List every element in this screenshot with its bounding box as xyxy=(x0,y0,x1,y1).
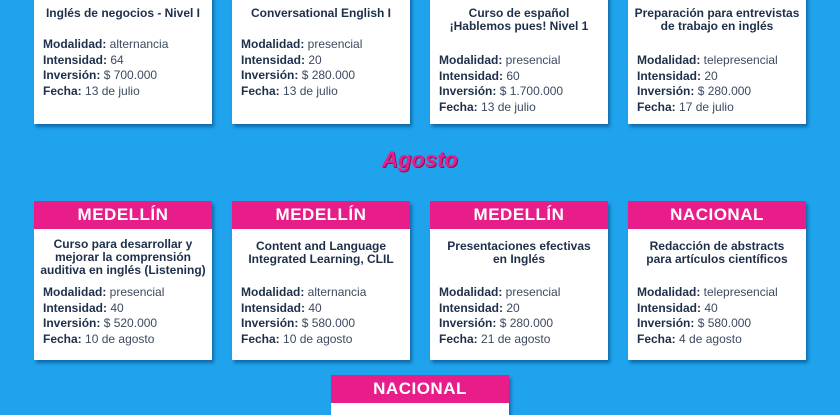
course-details xyxy=(430,53,563,115)
course-title: Inglés de negocios - Nivel I xyxy=(45,6,201,20)
modalidad-value: presencial xyxy=(505,285,561,299)
fecha-value: 13 de julio xyxy=(283,83,338,98)
course-details xyxy=(628,285,778,347)
inversion-label: Inversión: xyxy=(241,68,299,82)
modalidad-row xyxy=(637,285,778,301)
inversion-value: $ 580.000 xyxy=(697,316,752,330)
inversion-value: $ 700.000 xyxy=(103,68,158,82)
modalidad-value: presencial xyxy=(505,53,561,67)
inversion-label: Inversión: xyxy=(241,316,299,330)
inversion-row xyxy=(637,84,778,100)
intensidad-value: 20 xyxy=(308,52,322,67)
inversion-label: Inversión: xyxy=(43,68,101,82)
fecha-label: Fecha: xyxy=(439,331,478,346)
modalidad-value: alternancia xyxy=(109,37,169,51)
modalidad-label: Modalidad: xyxy=(43,285,107,299)
modalidad-label: Modalidad: xyxy=(241,37,305,51)
fecha-value: 10 de agosto xyxy=(283,331,353,346)
fecha-label: Fecha: xyxy=(439,99,478,114)
intensidad-label: Intensidad: xyxy=(43,52,108,67)
inversion-value: $ 280.000 xyxy=(697,84,752,98)
inversion-value: $ 520.000 xyxy=(103,316,158,330)
intensidad-row xyxy=(241,301,366,317)
modalidad-row xyxy=(43,285,164,301)
intensidad-row xyxy=(637,69,778,85)
fecha-row xyxy=(439,332,560,348)
inversion-row xyxy=(439,84,563,100)
inversion-row xyxy=(241,68,362,84)
fecha-row xyxy=(637,100,778,116)
intensidad-row xyxy=(637,301,778,317)
course-title: Content and Language Integrated Learning, CLIL xyxy=(248,239,394,266)
intensidad-value: 40 xyxy=(110,300,124,315)
section-title: Agosto xyxy=(382,147,458,172)
inversion-row xyxy=(241,316,366,332)
inversion-value: $ 280.000 xyxy=(301,68,356,82)
intensidad-label: Intensidad: xyxy=(439,68,504,83)
course-title: Curso de español ¡Hablemos pues! Nivel 1 xyxy=(449,6,589,33)
course-title: Curso para desarrollar y mejorar la comprensión auditiva en inglés (Listening) xyxy=(40,237,206,277)
intensidad-row xyxy=(43,301,164,317)
course-card xyxy=(628,0,806,124)
fecha-label: Fecha: xyxy=(637,99,676,114)
intensidad-label: Intensidad: xyxy=(241,300,306,315)
course-card xyxy=(331,375,509,415)
modalidad-row xyxy=(439,285,560,301)
modalidad-value: alternancia xyxy=(307,285,367,299)
fecha-row xyxy=(241,84,362,100)
city-badge: MEDELLÍN xyxy=(232,201,410,229)
fecha-label: Fecha: xyxy=(241,83,280,98)
intensidad-value: 40 xyxy=(704,300,718,315)
course-card xyxy=(34,0,212,124)
fecha-label: Fecha: xyxy=(637,331,676,346)
course-card xyxy=(430,0,608,124)
course-details xyxy=(232,37,362,99)
course-title: Presentaciones efectivas en Inglés xyxy=(447,239,591,266)
fecha-label: Fecha: xyxy=(43,83,82,98)
inversion-row xyxy=(439,316,560,332)
fecha-row xyxy=(241,332,366,348)
modalidad-label: Modalidad: xyxy=(439,285,503,299)
modalidad-value: telepresencial xyxy=(703,53,778,67)
intensidad-value: 20 xyxy=(704,68,718,83)
inversion-label: Inversión: xyxy=(43,316,101,330)
course-title: Conversational English I xyxy=(250,6,392,20)
inversion-value: $ 1.700.000 xyxy=(499,84,564,98)
course-card xyxy=(232,201,410,360)
intensidad-label: Intensidad: xyxy=(439,300,504,315)
modalidad-value: presencial xyxy=(307,37,363,51)
city-badge: NACIONAL xyxy=(628,201,806,229)
intensidad-label: Intensidad: xyxy=(637,300,702,315)
course-title: Redacción de abstracts para artículos científicos xyxy=(646,239,788,266)
fecha-value: 21 de agosto xyxy=(481,331,551,346)
modalidad-row xyxy=(43,37,168,53)
fecha-label: Fecha: xyxy=(241,331,280,346)
inversion-label: Inversión: xyxy=(439,84,497,98)
intensidad-row xyxy=(439,301,560,317)
intensidad-value: 64 xyxy=(110,52,124,67)
inversion-row xyxy=(43,68,168,84)
course-card xyxy=(34,201,212,360)
modalidad-label: Modalidad: xyxy=(439,53,503,67)
fecha-row xyxy=(439,100,563,116)
city-badge: NACIONAL xyxy=(331,375,509,403)
intensidad-value: 20 xyxy=(506,300,520,315)
fecha-value: 10 de agosto xyxy=(85,331,155,346)
intensidad-row xyxy=(439,69,563,85)
course-details xyxy=(430,285,560,347)
intensidad-value: 40 xyxy=(308,300,322,315)
modalidad-label: Modalidad: xyxy=(241,285,305,299)
modalidad-label: Modalidad: xyxy=(637,285,701,299)
modalidad-row xyxy=(241,285,366,301)
intensidad-value: 60 xyxy=(506,68,520,83)
fecha-value: 17 de julio xyxy=(679,99,734,114)
course-details xyxy=(628,53,778,115)
fecha-label: Fecha: xyxy=(43,331,82,346)
fecha-value: 13 de julio xyxy=(481,99,536,114)
intensidad-label: Intensidad: xyxy=(637,68,702,83)
course-card xyxy=(628,201,806,360)
course-details xyxy=(232,285,366,347)
modalidad-row xyxy=(637,53,778,69)
course-details xyxy=(34,285,164,347)
inversion-label: Inversión: xyxy=(637,84,695,98)
modalidad-value: presencial xyxy=(109,285,165,299)
course-card xyxy=(430,201,608,360)
fecha-row xyxy=(43,332,164,348)
fecha-value: 4 de agosto xyxy=(679,331,742,346)
intensidad-label: Intensidad: xyxy=(241,52,306,67)
modalidad-row xyxy=(439,53,563,69)
inversion-label: Inversión: xyxy=(439,316,497,330)
course-title: Preparación para entrevistas de trabajo en inglés xyxy=(634,6,800,33)
modalidad-row xyxy=(241,37,362,53)
inversion-row xyxy=(637,316,778,332)
inversion-row xyxy=(43,316,164,332)
inversion-value: $ 280.000 xyxy=(499,316,554,330)
city-badge: MEDELLÍN xyxy=(34,201,212,229)
intensidad-row xyxy=(43,53,168,69)
city-badge: MEDELLÍN xyxy=(430,201,608,229)
modalidad-label: Modalidad: xyxy=(637,53,701,67)
inversion-value: $ 580.000 xyxy=(301,316,356,330)
fecha-value: 13 de julio xyxy=(85,83,140,98)
fecha-row xyxy=(637,332,778,348)
inversion-label: Inversión: xyxy=(637,316,695,330)
course-card xyxy=(232,0,410,124)
fecha-row xyxy=(43,84,168,100)
modalidad-value: telepresencial xyxy=(703,285,778,299)
intensidad-row xyxy=(241,53,362,69)
intensidad-label: Intensidad: xyxy=(43,300,108,315)
modalidad-label: Modalidad: xyxy=(43,37,107,51)
course-details xyxy=(34,37,168,99)
